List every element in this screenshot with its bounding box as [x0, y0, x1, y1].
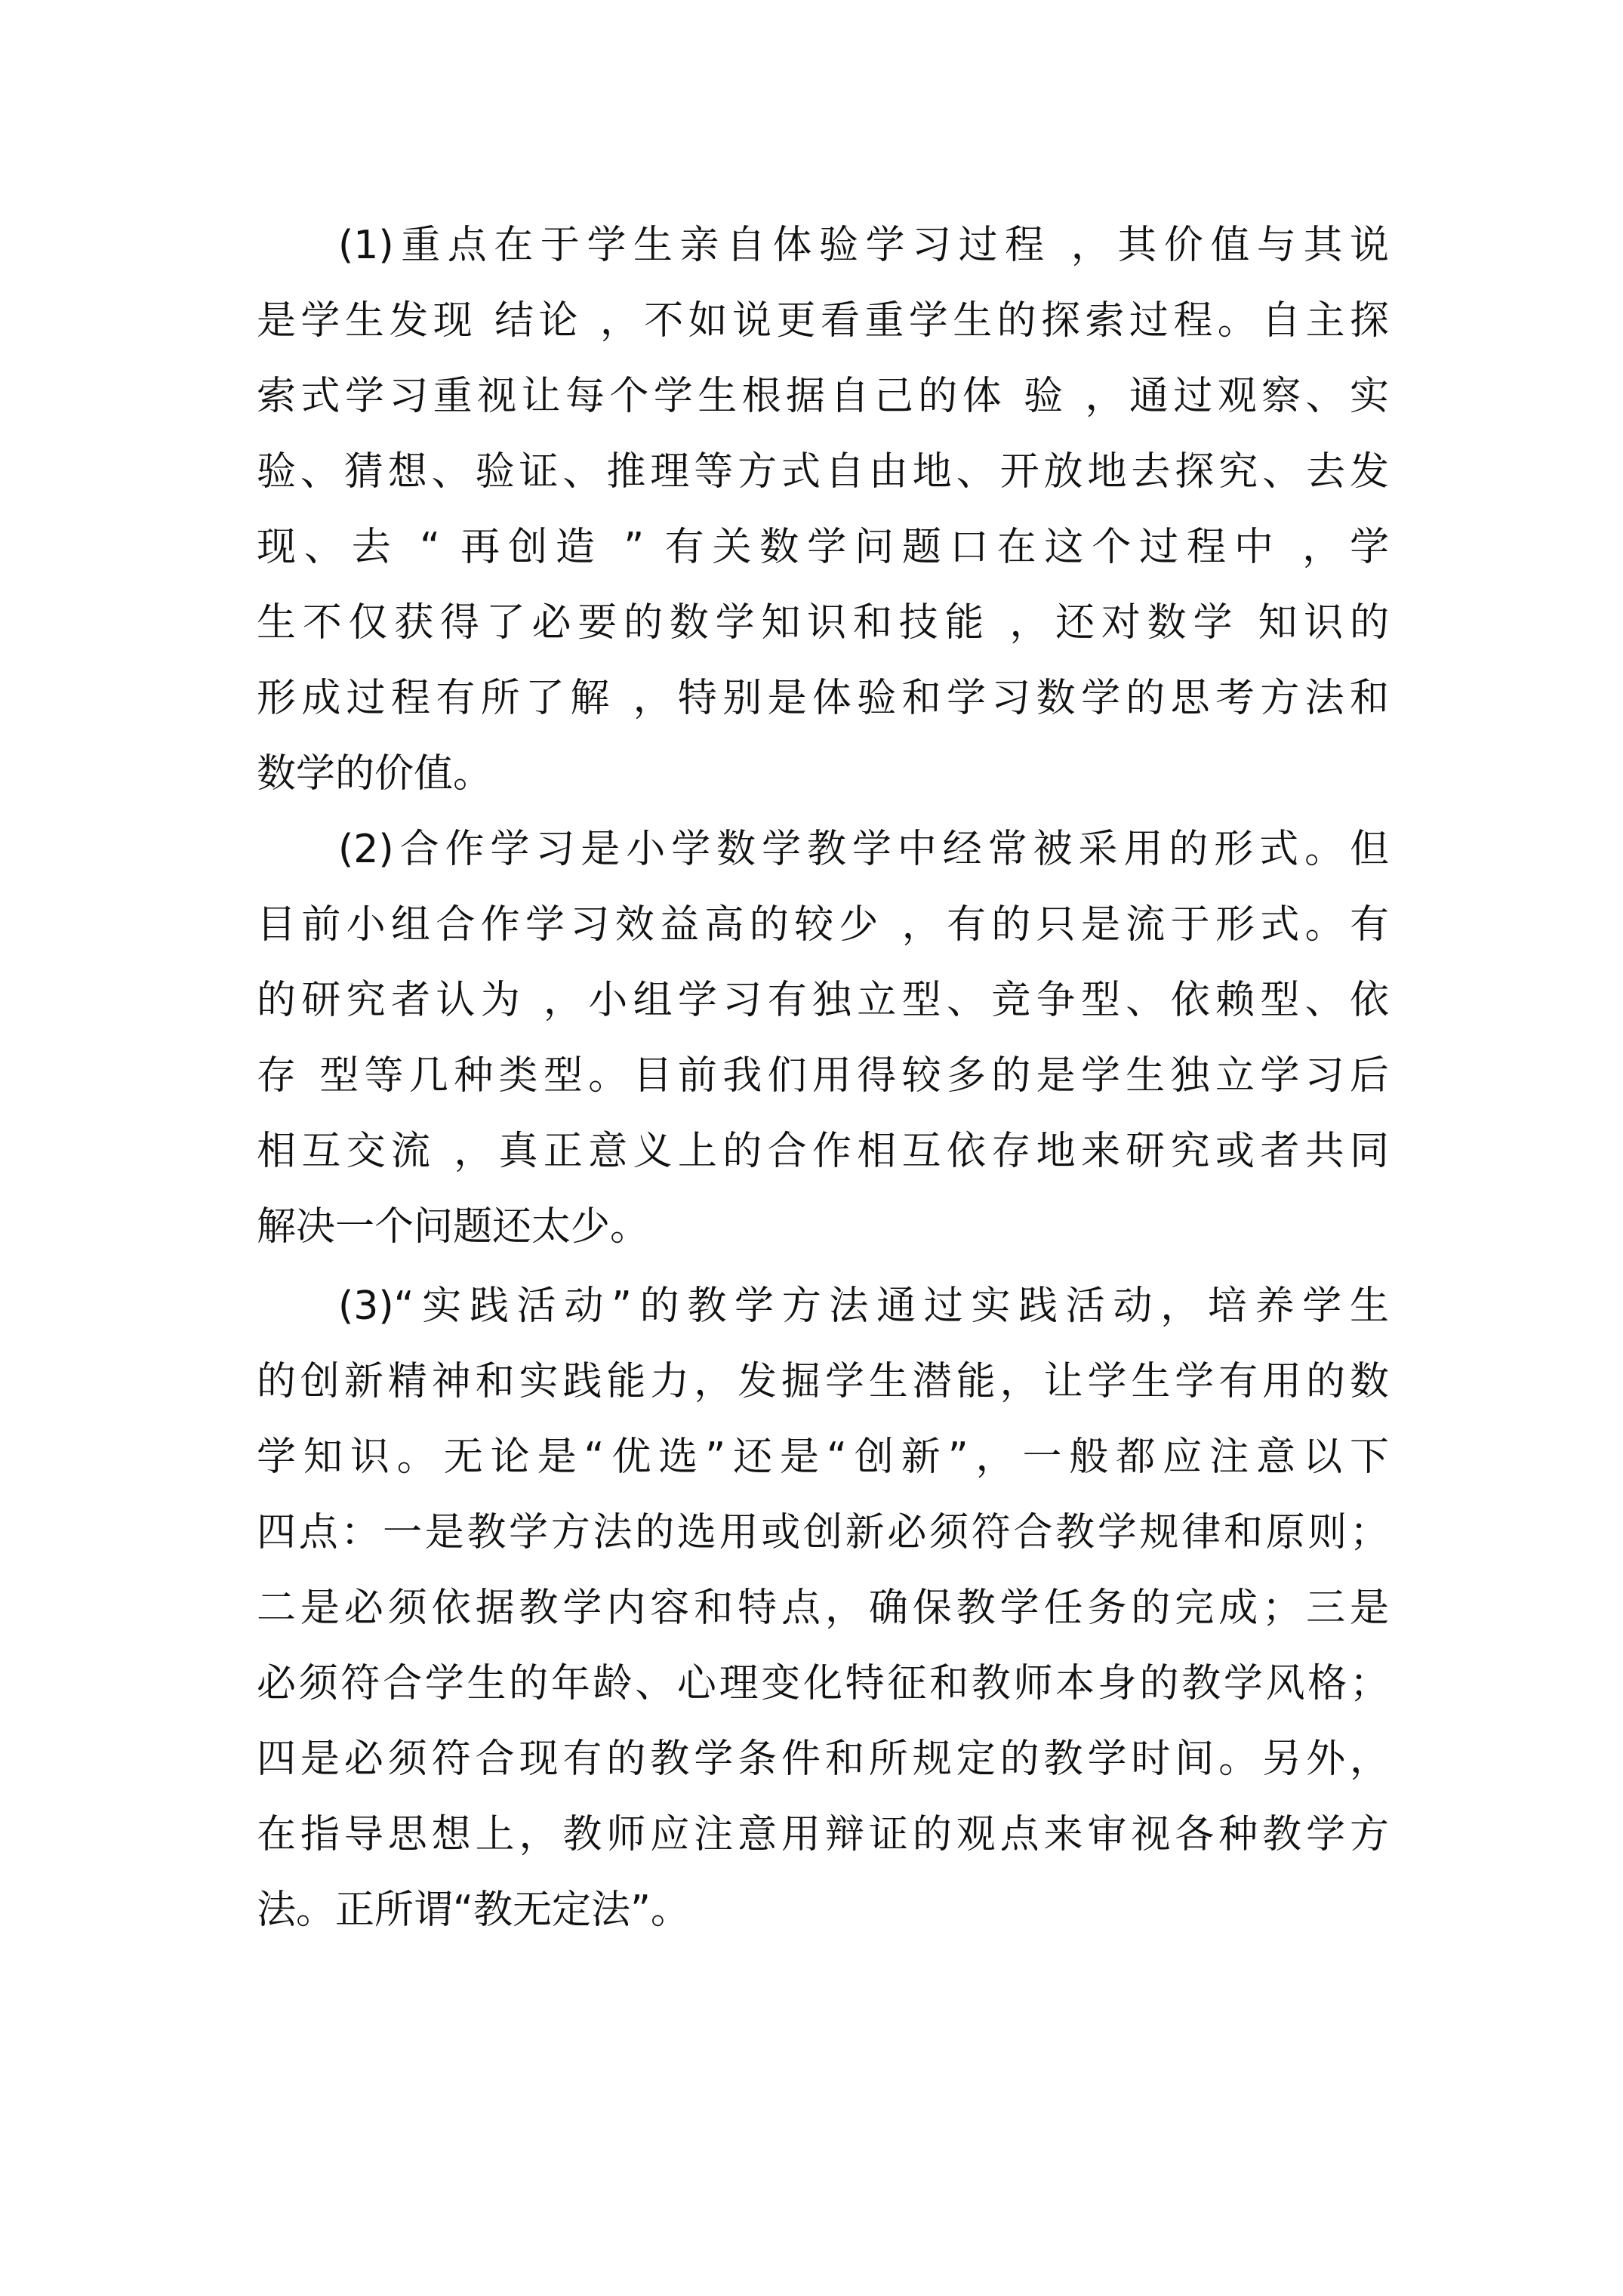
paragraph-1-line-3: 索式学习重视让每个学生根据自己的体 验 ，通过观察、实 — [257, 374, 1389, 419]
paragraph-3-line-4: 四点：一是教学方法的选用或创新必须符合教学规律和原则； — [257, 1510, 1389, 1555]
paragraph-3-line-8: 在指导思想上，教师应注意用辩证的观点来审视各种教学方 — [257, 1812, 1389, 1857]
paragraph-3-line-2: 的创新精神和实践能力，发掘学生潜能，让学生学有用的数 — [257, 1359, 1389, 1404]
paragraph-1-line-5: 现、去 “ 再创造 ” 有关数学问题口在这个过程中 ，学 — [257, 525, 1389, 570]
paragraph-2-line-6: 解决一个问题还太少。 — [257, 1204, 650, 1250]
paragraph-2-line-1: (2)合作学习是小学数学教学中经常被采用的形式。但 — [338, 827, 1389, 872]
paragraph-3-line-7: 四是必须符合现有的教学条件和所规定的教学时间。另外， — [257, 1737, 1389, 1782]
paragraph-1-line-2: 是学生发现 结论 ，不如说更看重学生的探索过程。自主探 — [257, 298, 1389, 344]
paragraph-1-line-8: 数学的价值。 — [257, 751, 493, 797]
paragraph-2-line-2: 目前小组合作学习效益高的较少 ，有的只是流于形式。有 — [257, 902, 1389, 948]
paragraph-3-line-5: 二是必须依据教学内容和特点，确保教学任务的完成；三是 — [257, 1586, 1389, 1631]
paragraph-1-line-4: 验、猜想、验证、推理等方式自由地、开放地去探究、去发 — [257, 449, 1389, 495]
paragraph-1-line-1: (1)重点在于学生亲自体验学习过程 ，其价值与其说 — [338, 223, 1389, 268]
paragraph-2-line-3: 的研究者认为 ，小组学习有独立型、竞争型、依赖型、依 — [257, 978, 1389, 1023]
paragraph-3-line-3: 学知识。无论是“优选”还是“创新”，一般都应注意以下 — [257, 1435, 1389, 1480]
paragraph-3-line-6: 必须符合学生的年龄、心理变化特征和教师本身的教学风格； — [257, 1661, 1389, 1706]
paragraph-3-line-9: 法。正所谓“教无定法”。 — [257, 1888, 690, 1933]
paragraph-3-line-1: (3)“实践活动”的教学方法通过实践活动，培养学生 — [338, 1284, 1389, 1329]
paragraph-2-line-4: 存 型等几种类型。目前我们用得较多的是学生独立学习后 — [257, 1053, 1389, 1099]
paragraph-2-line-5: 相互交流 ，真正意义上的合作相互依存地来研究或者共同 — [257, 1129, 1389, 1174]
paragraph-1-line-7: 形成过程有所了解 ，特别是体验和学习数学的思考方法和 — [257, 676, 1389, 721]
paragraph-1-line-6: 生不仅获得了必要的数学知识和技能 ，还对数学 知识的 — [257, 600, 1389, 646]
